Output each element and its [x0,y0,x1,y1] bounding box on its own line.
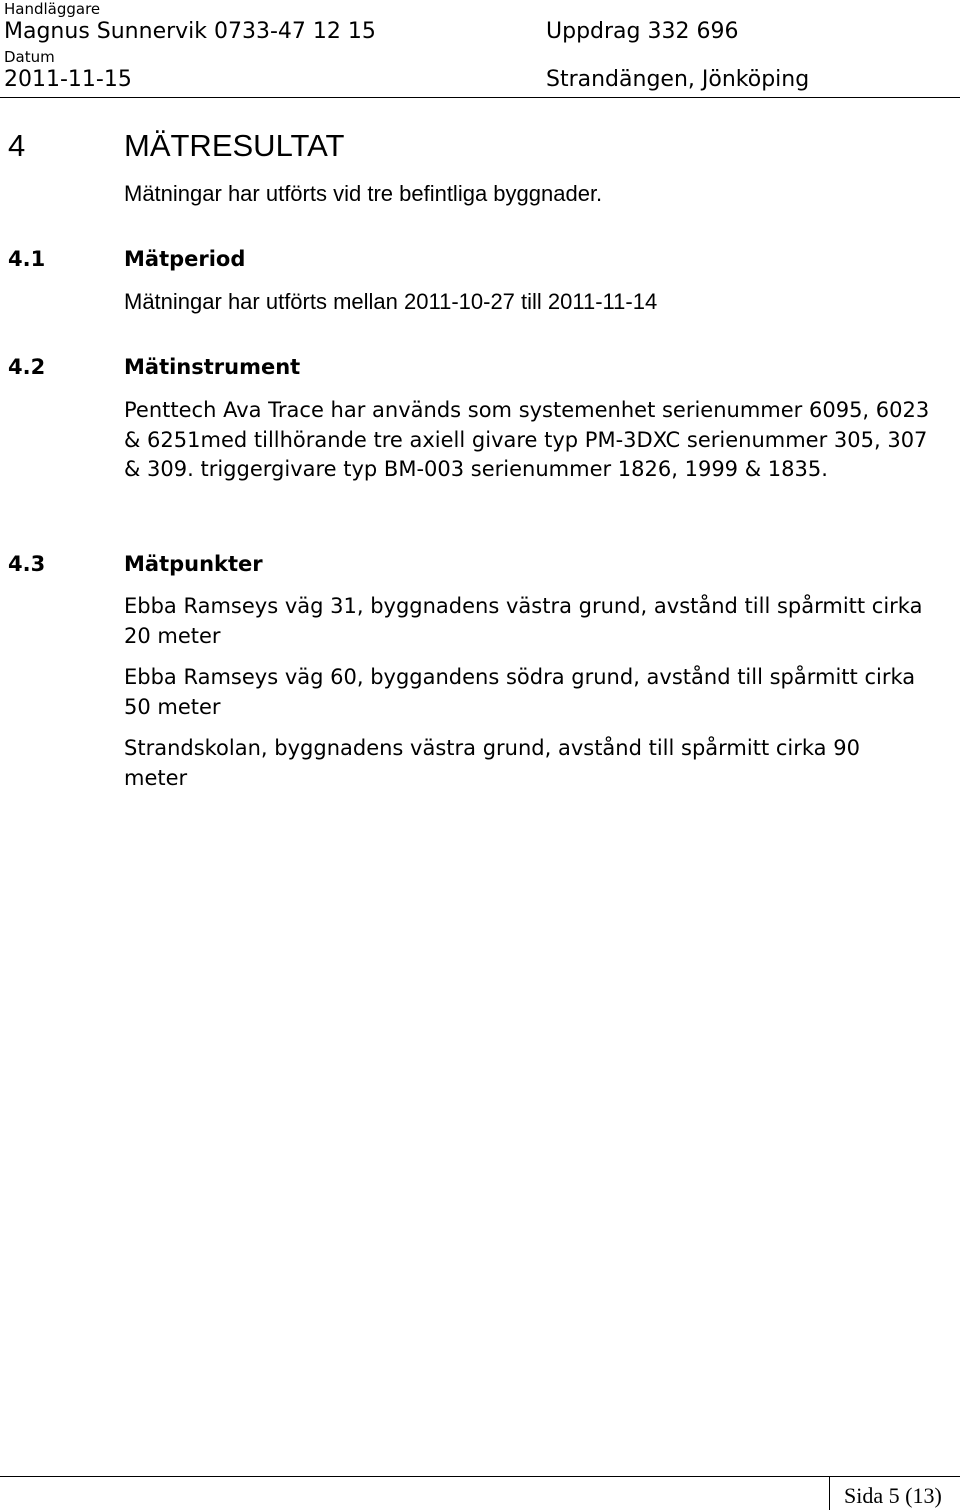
uppdrag-number: Uppdrag 332 696 [546,19,739,44]
chapter-intro: Mätningar har utförts vid tre befintliga byggnader. [124,181,603,206]
section-title: Mätperiod [124,247,246,271]
section-number: 4.3 [8,552,46,576]
section-text: Penttech Ava Trace har används som systemenhet serienummer 6095, 6023 & 6251med tillhörande tre axiell givare typ PM-3DXC serienummer 305, 307 & 309. triggergivare typ BM-003 serienummer 1826, 1999 & 1835. [124,398,930,481]
section-number: 4.1 [8,247,46,271]
chapter-number: 4 [8,128,26,163]
page-number: Sida 5 (13) [844,1483,942,1508]
chapter-title: MÄTRESULTAT [124,128,345,163]
handlaggare-value: Magnus Sunnervik 0733-47 12 15 [4,19,376,44]
list-item: Ebba Ramseys väg 31, byggnadens västra grund, avstånd till spårmitt cirka 20 meter [124,594,923,648]
section-title: Mätinstrument [124,355,301,379]
location: Strandängen, Jönköping [546,67,810,92]
footer-separator [829,1476,830,1510]
handlaggare-label: Handläggare [4,0,101,18]
section-title: Mätpunkter [124,552,263,576]
footer-divider [0,1476,960,1477]
datum-value: 2011-11-15 [4,67,132,92]
datum-label: Datum [4,48,55,66]
list-item: Ebba Ramseys väg 60, byggandens södra grund, avstånd till spårmitt cirka 50 meter [124,665,916,719]
header-divider [0,97,960,98]
section-number: 4.2 [8,355,46,379]
list-item: Strandskolan, byggnadens västra grund, avstånd till spårmitt cirka 90 meter [124,736,860,790]
section-text: Mätningar har utförts mellan 2011-10-27 till 2011-11-14 [124,289,658,314]
